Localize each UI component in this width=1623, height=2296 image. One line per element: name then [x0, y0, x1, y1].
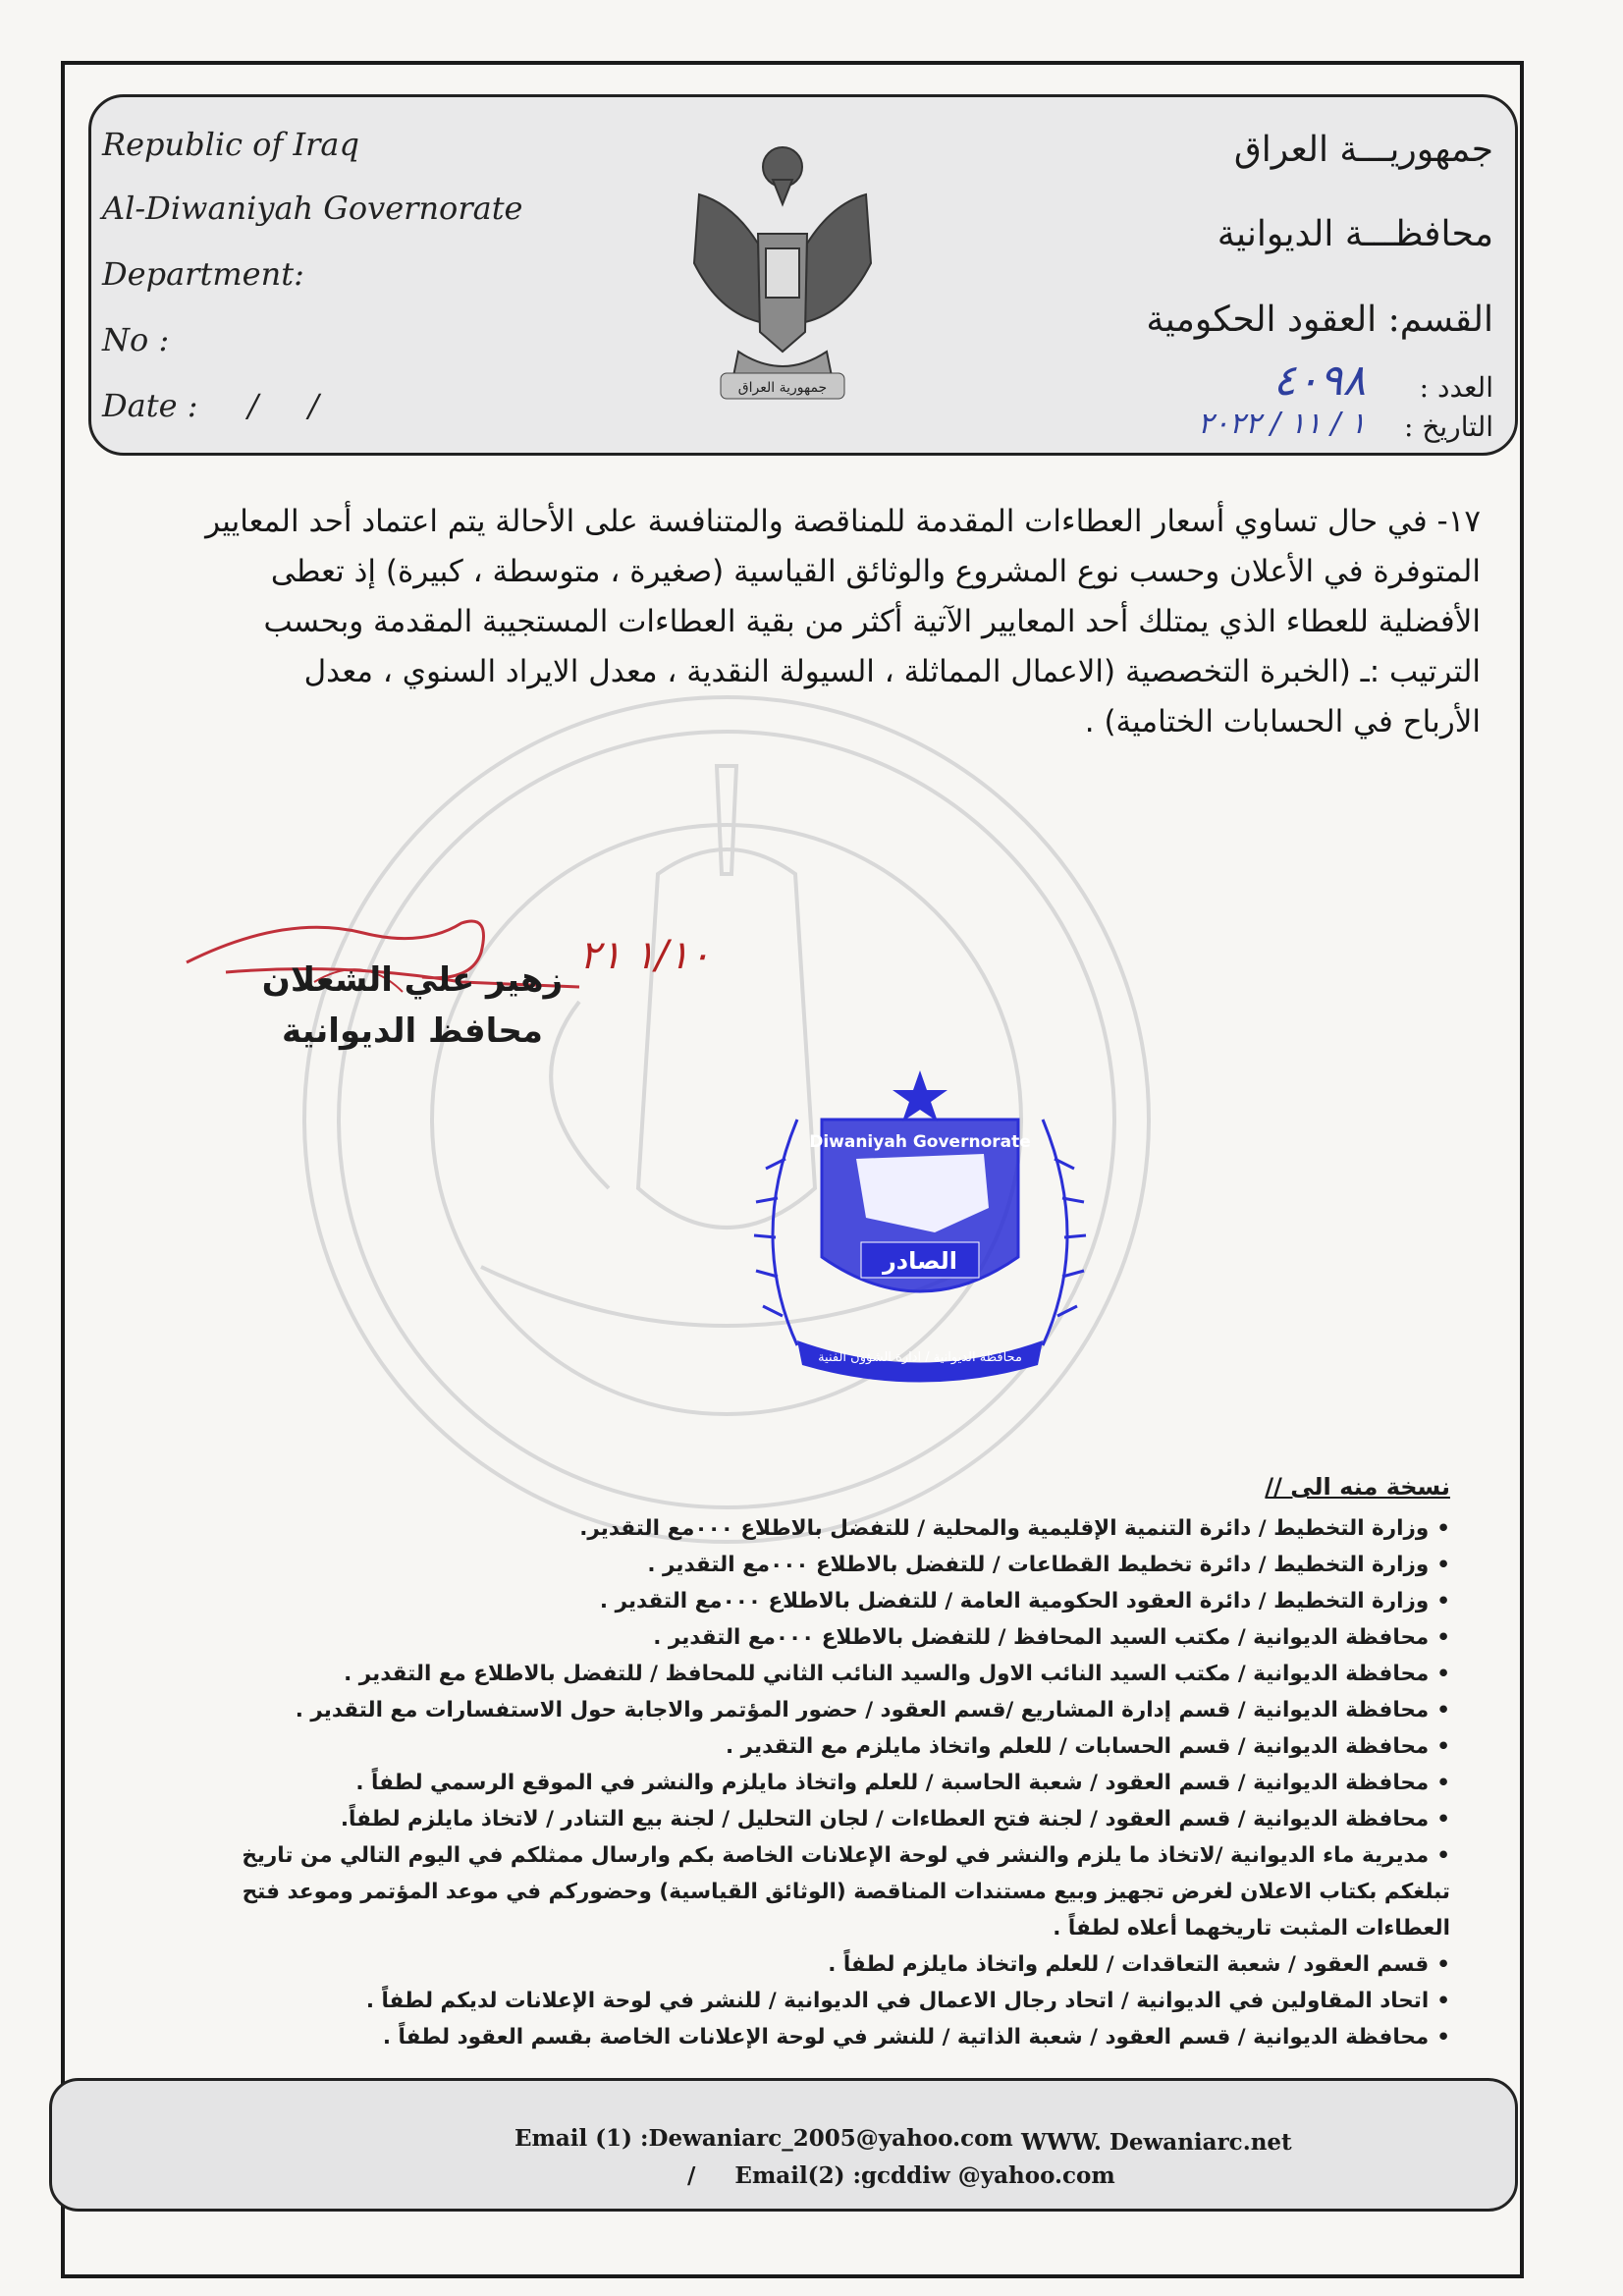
- copy-recipient: محافظة الديوانية / قسم العقود / شعبة الحاسبة / للعلم واتخاذ مايلزم والنشر في الموقع الرسمي لطفاً .: [355, 1771, 1430, 1795]
- copies-heading: نسخة منه الى //: [1265, 1473, 1450, 1501]
- paragraph-line: ١٧- في حال تساوي أسعار العطاءات المقدمة للمناقصة والمتنافسة على الأحالة يتم اعتماد أحد المعايير: [205, 504, 1481, 539]
- list-item: •مديرية ماء الديوانية /لاتخاذ ما يلزم والنشر في لوحة الإعلانات الخاصة بكم وارسال ممثلكم في اليوم التالي من تاريخ: [242, 1843, 1450, 1868]
- emblem-ribbon-text: جمهورية العراق: [737, 380, 828, 396]
- footer-email-1: Email (1) :Dewaniarc_2005@yahoo.com: [514, 2125, 1013, 2152]
- copy-recipient: محافظة الديوانية / قسم إدارة المشاريع /قسم العقود / حضور المؤتمر والاجابة حول الاستفسارات مع التقدير .: [295, 1698, 1430, 1722]
- list-item: •محافظة الديوانية / قسم إدارة المشاريع /قسم العقود / حضور المؤتمر والاجابة حول الاستفسارات مع التقدير .: [295, 1698, 1450, 1722]
- clause-17-paragraph: [116, 497, 1481, 747]
- copy-recipient: محافظة الديوانية / مكتب السيد المحافظ / للتفضل بالاطلاع ٠٠٠مع التقدير .: [653, 1625, 1430, 1650]
- paragraph-line: المتوفرة في الأعلان وحسب نوع المشروع والوثائق القياسية (صغيرة ، متوسطة ، كبيرة) إذ تعطى: [270, 554, 1481, 589]
- iraq-eagle-emblem-icon: [679, 126, 886, 420]
- list-item: •اتحاد المقاولين في الديوانية / اتحاد رجال الاعمال في الديوانية / للنشر في لوحة الإعلانات لديكم لطفاً .: [365, 1989, 1450, 2013]
- copy-recipient: محافظة الديوانية / قسم العقود / لجنة فتح العطاءات / لجان التحليل / لجنة بيع التنادر / لاتخاذ مايلزم لطفاً.: [340, 1807, 1430, 1831]
- copy-recipient: وزارة التخطيط / دائرة التنمية الإقليمية والمحلية / للتفضل بالاطلاع ٠٠٠مع التقدير.: [579, 1516, 1430, 1541]
- list-item: •محافظة الديوانية / قسم العقود / شعبة الذاتية / للنشر في لوحة الإعلانات الخاصة بقسم العقود لطفاً .: [382, 2025, 1450, 2050]
- copy-recipient: محافظة الديوانية / قسم الحسابات / للعلم واتخاذ مايلزم مع التقدير .: [726, 1734, 1430, 1759]
- header-number-value: ٤٠٩٨: [1272, 355, 1366, 406]
- list-item: •وزارة التخطيط / دائرة تخطيط القطاعات / للتفضل بالاطلاع ٠٠٠مع التقدير .: [647, 1553, 1450, 1577]
- list-item: •وزارة التخطيط / دائرة التنمية الإقليمية والمحلية / للتفضل بالاطلاع ٠٠٠مع التقدير.: [579, 1516, 1450, 1541]
- paragraph-line: الأفضلية للعطاء الذي يمتلك أحد المعايير الآتية أكثر من بقية العطاءات المستجيبة المقدمة وبحسب: [263, 604, 1481, 639]
- issued-stamp: [738, 1061, 1102, 1394]
- header-date-value: ١ / ١١ / ٢٠٢٢: [1197, 407, 1366, 441]
- header-date-en: Date : / /: [102, 387, 319, 424]
- signatory-title: محافظ الديوانية: [282, 1011, 543, 1051]
- copy-recipient: محافظة الديوانية / مكتب السيد النائب الاول والسيد النائب الثاني للمحافظ / للتفضل بالاطلاع مع التقدير .: [344, 1662, 1430, 1686]
- handwritten-signature-date: ١/١٠ ٢١: [579, 933, 711, 978]
- signatory-name: زهير علي الشعلان: [261, 960, 564, 1000]
- stamp-top-text: Diwaniyah Governorate: [809, 1132, 1031, 1152]
- footer-email-2: / Email(2) :gcddiw @yahoo.com: [687, 2162, 1115, 2189]
- copy-recipient-cont: العطاءات المثبت تاريخهما أعلاه لطفاً .: [1053, 1916, 1450, 1941]
- stamp-center-text: الصادر: [882, 1247, 958, 1275]
- copy-recipient: محافظة الديوانية / قسم العقود / شعبة الذاتية / للنشر في لوحة الإعلانات الخاصة بقسم العقود لطفاً .: [382, 2025, 1430, 2050]
- header-number-en: No :: [102, 321, 170, 358]
- list-item: •محافظة الديوانية / مكتب السيد النائب الاول والسيد النائب الثاني للمحافظ / للتفضل بالاطلاع مع التقدير .: [344, 1662, 1450, 1686]
- header-governorate-en: Al-Diwaniyah Governorate: [102, 190, 523, 227]
- header-department-ar: القسم: العقود الحكومية: [1146, 300, 1493, 340]
- copy-recipient: وزارة التخطيط / دائرة العقود الحكومية العامة / للتفضل بالاطلاع ٠٠٠مع التقدير .: [599, 1589, 1430, 1613]
- header-country-ar: جمهوريـــة العراق: [1233, 130, 1493, 170]
- paragraph-line: الأرباح في الحسابات الختامية) .: [1084, 704, 1481, 739]
- list-item: •محافظة الديوانية / قسم العقود / لجنة فتح العطاءات / لجان التحليل / لجنة بيع التنادر / لاتخاذ مايلزم لطفاً.: [340, 1807, 1450, 1831]
- copies-list: [135, 1510, 1450, 2055]
- copy-recipient: قسم العقود / شعبة التعاقدات / للعلم واتخاذ مايلزم لطفاً .: [828, 1952, 1430, 1977]
- copy-recipient: اتحاد المقاولين في الديوانية / اتحاد رجال الاعمال في الديوانية / للنشر في لوحة الإعلانات لديكم لطفاً .: [365, 1989, 1430, 2013]
- list-item: •محافظة الديوانية / مكتب السيد المحافظ / للتفضل بالاطلاع ٠٠٠مع التقدير .: [653, 1625, 1450, 1650]
- list-item: •وزارة التخطيط / دائرة العقود الحكومية العامة / للتفضل بالاطلاع ٠٠٠مع التقدير .: [599, 1589, 1450, 1613]
- list-item-continuation: [135, 1910, 1450, 1946]
- header-number-label: العدد :: [1419, 371, 1493, 404]
- footer-website: WWW. Dewaniarc.net: [1021, 2129, 1292, 2156]
- list-item: •قسم العقود / شعبة التعاقدات / للعلم واتخاذ مايلزم لطفاً .: [828, 1952, 1450, 1977]
- header-country-en: Republic of Iraq: [102, 126, 359, 163]
- copy-recipient: وزارة التخطيط / دائرة تخطيط القطاعات / للتفضل بالاطلاع ٠٠٠مع التقدير .: [647, 1553, 1430, 1577]
- paragraph-line: الترتيب :ـ (الخبرة التخصصية (الاعمال المماثلة ، السيولة النقدية ، معدل الايراد السنوي ، معدل: [303, 654, 1481, 689]
- copy-recipient-cont: تبلغكم بكتاب الاعلان لغرض تجهيز وبيع مستندات المناقصة (الوثائق القياسية) وحضوركم في موعد المؤتمر وموعد فتح: [242, 1880, 1450, 1904]
- header-date-label: التاريخ :: [1403, 410, 1493, 443]
- header-governorate-ar: محافظـــة الديوانية: [1217, 214, 1493, 254]
- list-item: •محافظة الديوانية / قسم العقود / شعبة الحاسبة / للعلم واتخاذ مايلزم والنشر في الموقع الرسمي لطفاً .: [355, 1771, 1450, 1795]
- header-department-en: Department:: [102, 255, 304, 293]
- list-item: •محافظة الديوانية / قسم الحسابات / للعلم واتخاذ مايلزم مع التقدير .: [726, 1734, 1450, 1759]
- stamp-bottom-text: محافظة الديوانية / ادارة الشؤون الفنية: [818, 1350, 1022, 1365]
- copy-recipient: مديرية ماء الديوانية /لاتخاذ ما يلزم والنشر في لوحة الإعلانات الخاصة بكم وارسال ممثلكم في اليوم التالي من تاريخ: [242, 1843, 1430, 1868]
- list-item-continuation: [135, 1874, 1450, 1910]
